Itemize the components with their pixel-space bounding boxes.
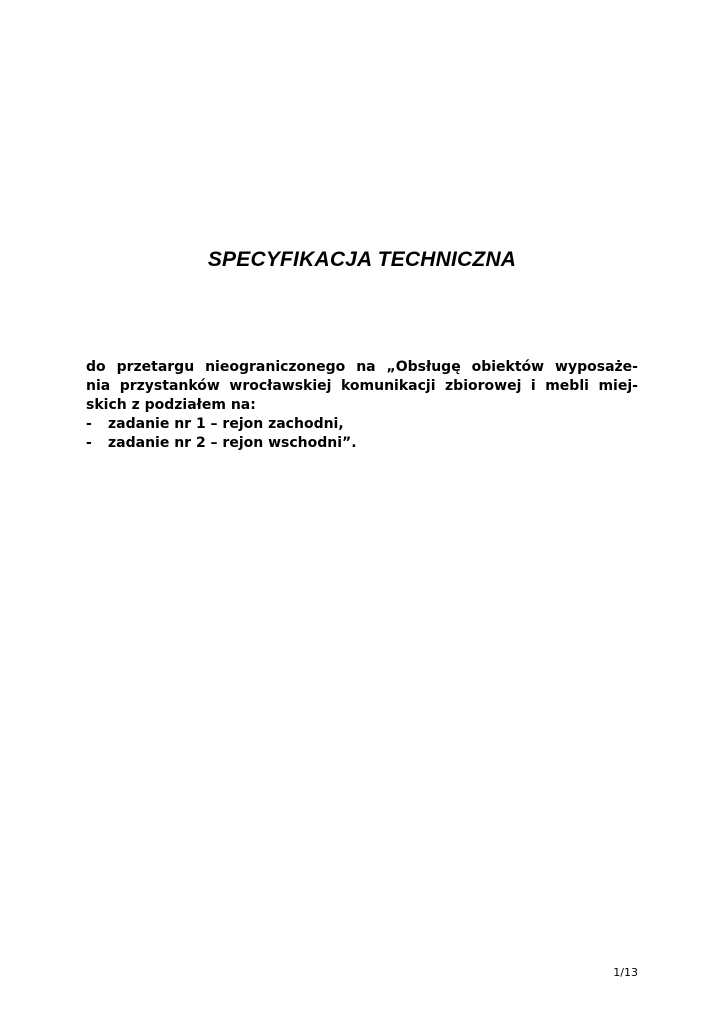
- word: komunikacji: [340, 378, 436, 394]
- document-title: SPECYFIKACJA TECHNICZNA: [207, 248, 517, 271]
- word: i: [530, 378, 536, 394]
- word: nieograniczonego: [205, 359, 346, 375]
- word: miej-: [598, 378, 638, 394]
- list-bullet: -: [86, 435, 92, 451]
- intro-line: skich z podziałem na:: [86, 397, 256, 413]
- page-number: 1/13: [613, 966, 638, 979]
- list-item-text: zadanie nr 1 – rejon zachodni,: [108, 416, 344, 432]
- word: na: [356, 359, 376, 375]
- list-bullet: -: [86, 416, 92, 432]
- word: przetargu: [116, 359, 195, 375]
- list-item-text: zadanie nr 2 – rejon wschodni”.: [108, 435, 357, 451]
- word: mebli: [545, 378, 589, 394]
- intro-line: [86, 377, 638, 396]
- word: „Obsługę: [386, 359, 461, 375]
- word: obiektów: [471, 359, 545, 375]
- word: zbiorowej: [445, 378, 522, 394]
- word: do: [86, 359, 106, 375]
- word: wrocławskiej: [229, 378, 332, 394]
- task-list: [86, 415, 638, 453]
- intro-line: [86, 358, 638, 377]
- intro-paragraph: [86, 358, 638, 415]
- list-item: [86, 434, 638, 453]
- word: nia: [86, 378, 111, 394]
- word: przystanków: [119, 378, 220, 394]
- word: wyposaże-: [555, 359, 638, 375]
- list-item: [86, 415, 638, 434]
